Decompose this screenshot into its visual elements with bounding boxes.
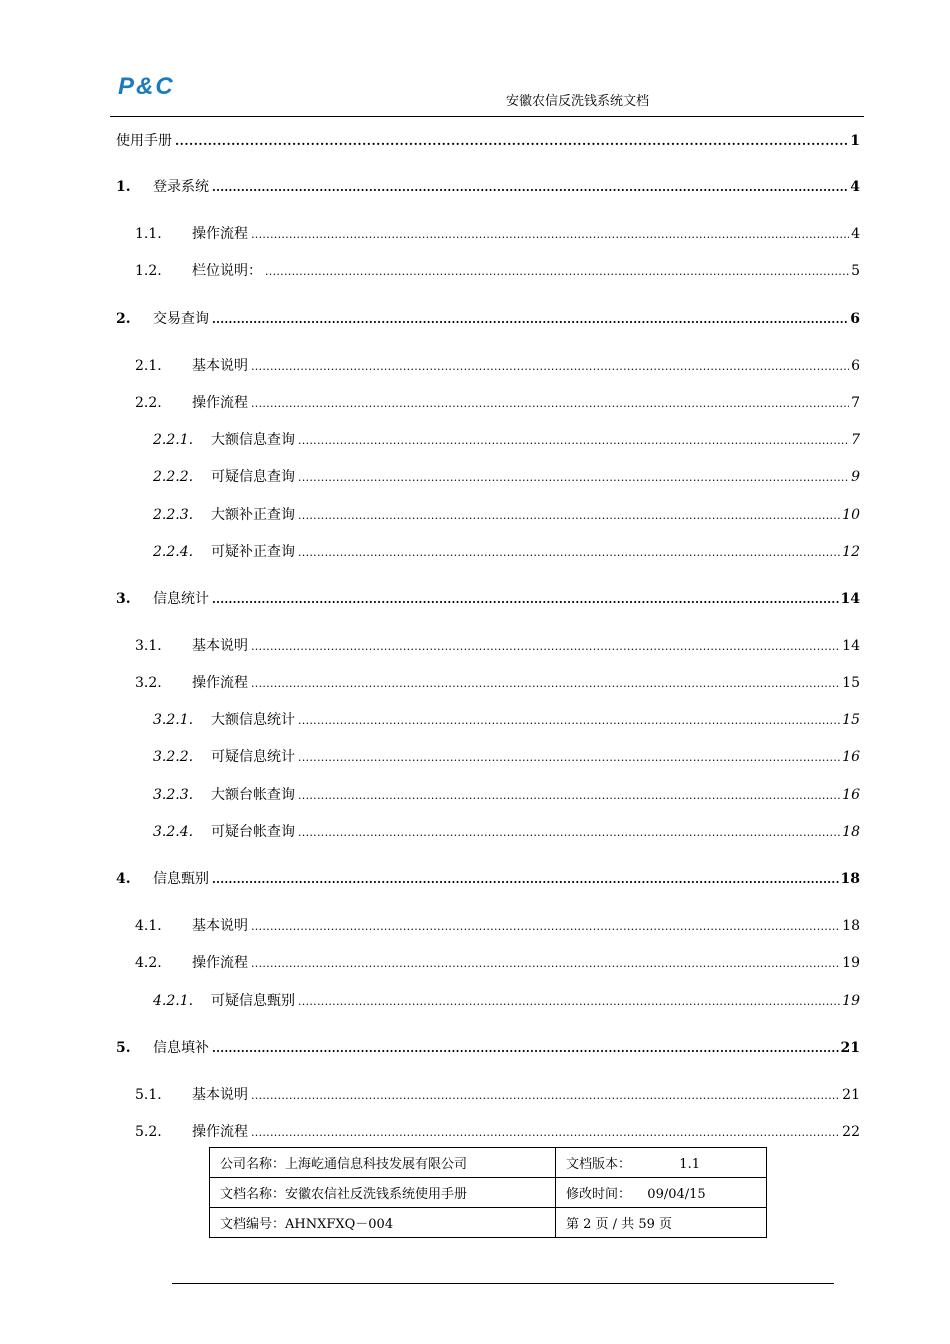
modified-time — [556, 1178, 767, 1208]
toc-entry[interactable] — [153, 429, 860, 449]
toc-entry-page: 7 — [851, 432, 860, 448]
toc-entry-page: 6 — [851, 358, 860, 374]
toc-entry-title: 登录系统 — [153, 179, 209, 195]
modified-label: 修改时间： — [566, 1187, 632, 1202]
document-name: 文档名称：安徽农信社反洗钱系统使用手册 — [210, 1178, 556, 1208]
toc-entry-title: 操作流程 — [192, 1124, 248, 1140]
toc-leader-dots — [212, 1040, 839, 1056]
toc-entry-page: 1 — [850, 133, 860, 149]
toc-entry[interactable] — [116, 308, 860, 328]
toc-entry-number: 3. — [116, 591, 131, 607]
toc-leader-dots — [251, 638, 840, 654]
toc-entry-page: 10 — [842, 507, 860, 523]
toc-entry-page: 15 — [842, 712, 860, 728]
toc-entry[interactable] — [153, 709, 860, 729]
toc-entry[interactable] — [116, 1037, 860, 1057]
toc-leader-dots — [298, 787, 840, 803]
toc-entry[interactable] — [153, 466, 860, 486]
toc-entry[interactable] — [153, 541, 860, 561]
toc-entry-number: 3.2.4. — [153, 824, 194, 840]
toc-entry[interactable] — [135, 223, 860, 243]
toc-entry-title: 大额信息查询 — [211, 432, 295, 448]
toc-entry-title: 操作流程 — [192, 395, 248, 411]
toc-entry-title: 可疑信息查询 — [211, 469, 295, 485]
toc-entry[interactable] — [116, 868, 860, 888]
pc-logo — [118, 74, 228, 98]
toc-entry[interactable] — [153, 746, 860, 766]
toc-entry-number: 3.2.3. — [153, 787, 194, 803]
toc-leader-dots — [212, 591, 839, 607]
toc-leader-dots — [298, 749, 840, 765]
toc-entry-page: 21 — [840, 1040, 860, 1056]
document-header-title: 安徽农信反洗钱系统文档 — [506, 94, 650, 109]
toc-entry[interactable] — [135, 1121, 860, 1141]
toc-entry[interactable] — [135, 260, 860, 280]
toc-leader-dots — [175, 133, 848, 149]
version-label: 文档版本： — [566, 1157, 632, 1172]
svg-text:P&C: P&C — [118, 74, 175, 98]
toc-entry-page: 15 — [842, 675, 860, 691]
toc-entry-page: 6 — [850, 311, 860, 327]
toc-leader-dots — [251, 226, 849, 242]
document-version — [556, 1148, 767, 1178]
toc-leader-dots — [298, 469, 849, 485]
toc-entry[interactable] — [153, 784, 860, 804]
toc-entry-number: 3.1. — [135, 638, 162, 654]
toc-entry-number: 5.1. — [135, 1087, 162, 1103]
toc-entry-title: 信息填补 — [153, 1040, 209, 1056]
toc-leader-dots — [251, 395, 849, 411]
toc-entry-page: 16 — [842, 787, 860, 803]
toc-entry[interactable] — [135, 672, 860, 692]
toc-entry[interactable] — [135, 915, 860, 935]
toc-entry-page: 4 — [850, 179, 860, 195]
toc-leader-dots — [251, 675, 840, 691]
toc-entry-page: 5 — [851, 263, 860, 279]
modified-value: 09/04/15 — [647, 1187, 706, 1202]
toc-entry-number: 3.2.2. — [153, 749, 194, 765]
toc-entry-page: 18 — [842, 824, 860, 840]
toc-entry[interactable] — [153, 990, 860, 1010]
toc-entry-title: 基本说明 — [192, 918, 248, 934]
toc-entry-title: 使用手册 — [116, 133, 172, 149]
toc-entry-number: 1. — [116, 179, 131, 195]
toc-entry-number: 1.2. — [135, 263, 162, 279]
toc-entry-title: 可疑补正查询 — [211, 544, 295, 560]
toc-leader-dots — [212, 311, 848, 327]
toc-entry[interactable] — [153, 821, 860, 841]
toc-entry[interactable] — [116, 588, 860, 608]
version-value: 1.1 — [679, 1157, 700, 1172]
toc-entry-title: 大额台帐查询 — [211, 787, 295, 803]
toc-leader-dots — [298, 824, 840, 840]
toc-leader-dots — [298, 712, 840, 728]
toc-entry-page: 12 — [842, 544, 860, 560]
document-info-table — [209, 1147, 767, 1238]
toc-leader-dots — [251, 358, 849, 374]
toc-entry-title: 大额信息统计 — [211, 712, 295, 728]
toc-entry-number: 2. — [116, 311, 131, 327]
toc-entry[interactable] — [135, 635, 860, 655]
toc-leader-dots — [298, 544, 840, 560]
toc-entry-title: 信息统计 — [153, 591, 209, 607]
toc-entry-title: 可疑信息统计 — [211, 749, 295, 765]
toc-entry-title: 交易查询 — [153, 311, 209, 327]
toc-entry-page: 22 — [842, 1124, 860, 1140]
toc-entry-page: 21 — [842, 1087, 860, 1103]
toc-leader-dots — [212, 871, 839, 887]
toc-entry-page: 9 — [851, 469, 860, 485]
toc-entry-number: 3.2.1. — [153, 712, 194, 728]
toc-entry-title: 可疑台帐查询 — [211, 824, 295, 840]
toc-entry-title: 大额补正查询 — [211, 507, 295, 523]
toc-entry[interactable] — [135, 952, 860, 972]
footer-divider — [172, 1283, 834, 1284]
toc-entry-title: 操作流程 — [192, 226, 248, 242]
toc-entry-page: 19 — [842, 955, 860, 971]
toc-entry-title: 可疑信息甄别 — [211, 993, 295, 1009]
toc-leader-dots — [251, 955, 840, 971]
toc-entry-page: 7 — [851, 395, 860, 411]
toc-entry-title: 信息甄别 — [153, 871, 209, 887]
toc-entry-number: 4.2. — [135, 955, 162, 971]
toc-entry[interactable] — [116, 130, 860, 150]
toc-entry-number: 5.2. — [135, 1124, 162, 1140]
toc-entry-number: 2.1. — [135, 358, 162, 374]
toc-leader-dots — [298, 993, 840, 1009]
toc-entry-number: 1.1. — [135, 226, 162, 242]
toc-leader-dots — [265, 263, 849, 279]
toc-entry-title: 基本说明 — [192, 1087, 248, 1103]
toc-entry-page: 18 — [842, 918, 860, 934]
toc-leader-dots — [298, 507, 840, 523]
toc-entry-page: 18 — [840, 871, 860, 887]
toc-leader-dots — [212, 179, 848, 195]
header-divider — [110, 116, 864, 117]
toc-entry[interactable] — [153, 504, 860, 524]
page-info: 第 2 页 / 共 59 页 — [556, 1208, 767, 1238]
toc-entry-page: 4 — [851, 226, 860, 242]
toc-entry[interactable] — [135, 355, 860, 375]
toc-entry-title: 基本说明 — [192, 358, 248, 374]
toc-entry-page: 14 — [842, 638, 860, 654]
toc-entry-number: 4.1. — [135, 918, 162, 934]
toc-entry-number: 2.2.1. — [153, 432, 194, 448]
toc-entry-title: 操作流程 — [192, 675, 248, 691]
toc-entry[interactable] — [116, 176, 860, 196]
toc-entry-title: 栏位说明： — [192, 263, 262, 279]
toc-entry-number: 2.2. — [135, 395, 162, 411]
toc-entry-number: 2.2.3. — [153, 507, 194, 523]
toc-entry-number: 3.2. — [135, 675, 162, 691]
toc-entry-number: 2.2.4. — [153, 544, 194, 560]
toc-entry-title: 操作流程 — [192, 955, 248, 971]
toc-leader-dots — [251, 918, 840, 934]
document-number: 文档编号：AHNXFXQ－004 — [210, 1208, 556, 1238]
toc-entry-page: 14 — [840, 591, 860, 607]
toc-entry-number: 2.2.2. — [153, 469, 194, 485]
toc-entry-number: 5. — [116, 1040, 131, 1056]
toc-entry-number: 4.2.1. — [153, 993, 194, 1009]
toc-entry-page: 16 — [842, 749, 860, 765]
toc-entry-title: 基本说明 — [192, 638, 248, 654]
toc-entry[interactable] — [135, 392, 860, 412]
toc-leader-dots — [251, 1124, 840, 1140]
toc-leader-dots — [298, 432, 849, 448]
company-name: 公司名称：上海屹通信息科技发展有限公司 — [210, 1148, 556, 1178]
toc-entry[interactable] — [135, 1084, 860, 1104]
toc-leader-dots — [251, 1087, 840, 1103]
toc-entry-page: 19 — [842, 993, 860, 1009]
toc-entry-number: 4. — [116, 871, 131, 887]
